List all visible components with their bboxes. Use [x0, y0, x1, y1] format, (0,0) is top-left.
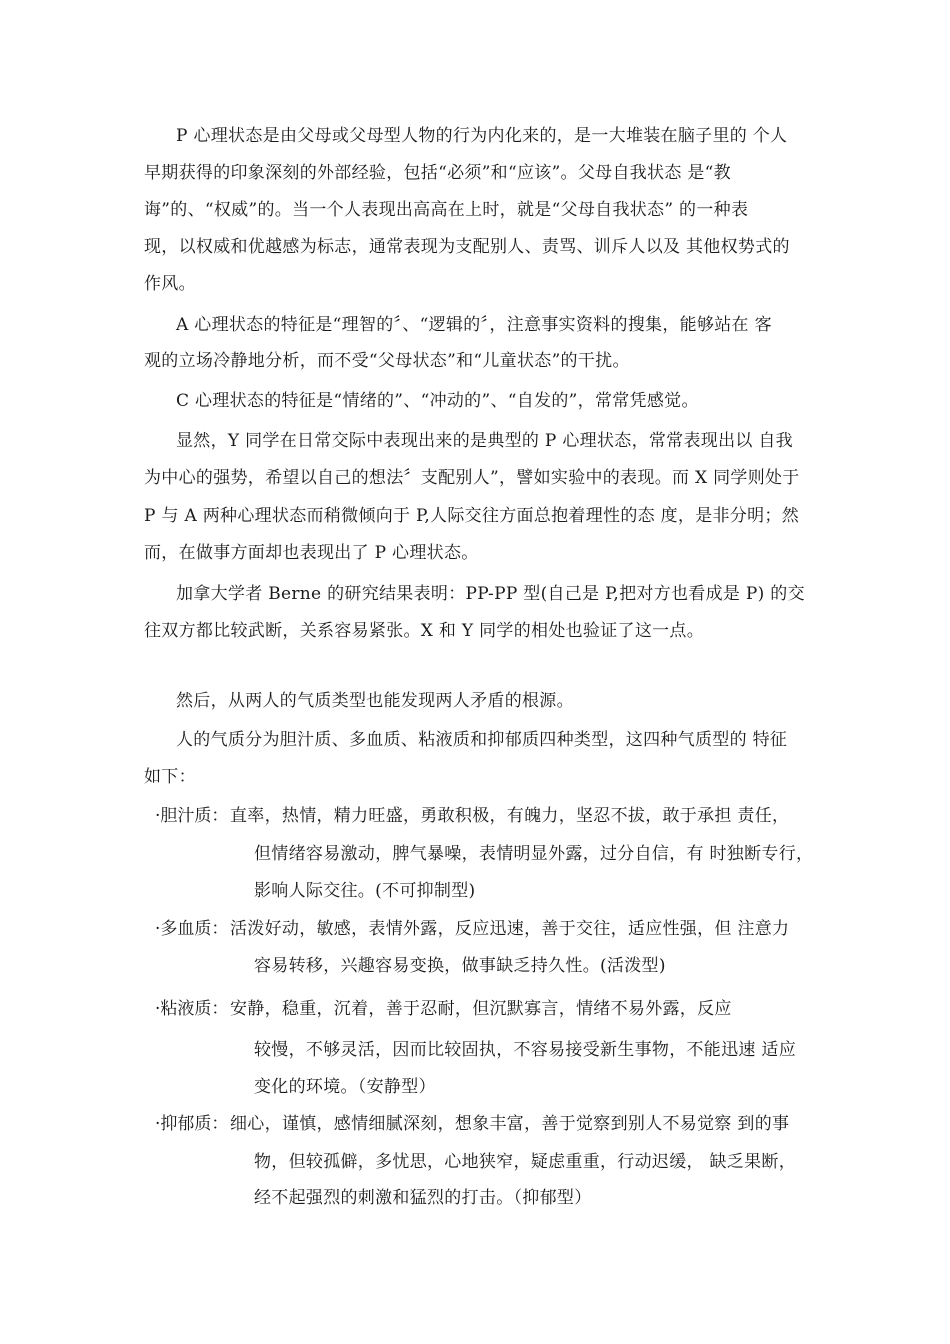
text-line: 然后，从两人的气质类型也能发现两人矛盾的根源。: [176, 691, 574, 711]
text-line: 诲”的、“权威”的。当一个人表现出高高在上时，就是“父母自我状态” 的一种表: [144, 200, 749, 220]
text-line: 但情绪容易激动，脾气暴噪，表情明显外露，过分自信，有 时独断专行，: [254, 844, 814, 864]
text-line: 安静，稳重，沉着，善于忍耐，但沉默寡言，情绪不易外露，反应: [230, 999, 732, 1019]
text-line: 现，以权威和优越感为标志，通常表现为支配别人、责骂、训斥人以及 其他权势式的: [144, 237, 790, 257]
text-line: 细心，谨慎，感情细腻深刻，想象丰富，善于觉察到别人不易觉察 到的事: [230, 1114, 790, 1134]
text-line: 加拿大学者 Berne 的研究结果表明：PP-PP 型(自己是 P,把对方也看成是 P) 的交: [176, 584, 805, 604]
text-line: 如下：: [144, 767, 196, 787]
text-line: 而，在做事方面却也表现出了 P 心理状态。: [144, 543, 479, 563]
text-line: 为中心的强势，希望以自己的想法〞支配别人”，譬如实验中的表现。而 X 同学则处于: [144, 468, 800, 488]
text-line: C 心理状态的特征是“情绪的”、“冲动的”、“自发的”，常常凭感觉。: [176, 391, 699, 411]
text-line: 变化的环境。（安静型）: [254, 1077, 436, 1097]
text-line: 早期获得的印象深刻的外部经验，包括“必须”和“应该”。父母自我状态 是“教: [144, 163, 731, 183]
text-line: 较慢，不够灵活，因而比较固执，不容易接受新生事物，不能迅速 适应: [254, 1040, 797, 1060]
list-item-label: ·多血质：: [155, 919, 229, 939]
text-line: P 心理状态是由父母或父母型人物的行为内化来的，是一大堆装在脑子里的 个人: [176, 126, 788, 146]
list-item-label: ·粘液质：: [155, 999, 229, 1019]
text-line: 活泼好动，敏感，表情外露，反应迅速，善于交往，适应性强，但 注意力: [230, 919, 790, 939]
text-line: 观的立场冷静地分析，而不受“父母状态”和“儿童状态”的干扰。: [144, 351, 630, 371]
text-line: 显然，Y 同学在日常交际中表现出来的是典型的 P 心理状态，常常表现出以 自我: [176, 431, 793, 451]
text-line: 作风。: [144, 274, 196, 294]
text-line: 直率，热情，精力旺盛，勇敢积极，有魄力，坚忍不拔，敢于承担 责任，: [230, 806, 790, 826]
text-line: A 心理状态的特征是“理智的〞、“逻辑的〞，注意事实资料的搜集，能够站在 客: [176, 315, 772, 335]
text-line: 容易转移，兴趣容易变换，做事缺乏持久性。(活泼型): [254, 956, 666, 976]
text-line: 物，但较孤僻，多忧思，心地狭窄，疑虑重重，行动迟缓， 缺乏果断，: [254, 1152, 797, 1172]
list-item-label: ·胆汁质：: [155, 806, 229, 826]
text-line: 人的气质分为胆汁质、多血质、粘液质和抑郁质四种类型，这四种气质型的 特征: [176, 730, 788, 750]
list-item-label: ·抑郁质：: [155, 1114, 229, 1134]
text-line: P 与 A 两种心理状态而稍微倾向于 P,人际交往方面总抱着理性的态 度，是非分明；然: [144, 506, 800, 526]
text-line: 往双方都比较武断，关系容易紧张。X 和 Y 同学的相处也验证了这一点。: [144, 621, 705, 641]
text-line: 影响人际交往。(不可抑制型): [254, 881, 476, 901]
text-line: 经不起强烈的刺激和猛烈的打击。（抑郁型）: [254, 1188, 592, 1208]
